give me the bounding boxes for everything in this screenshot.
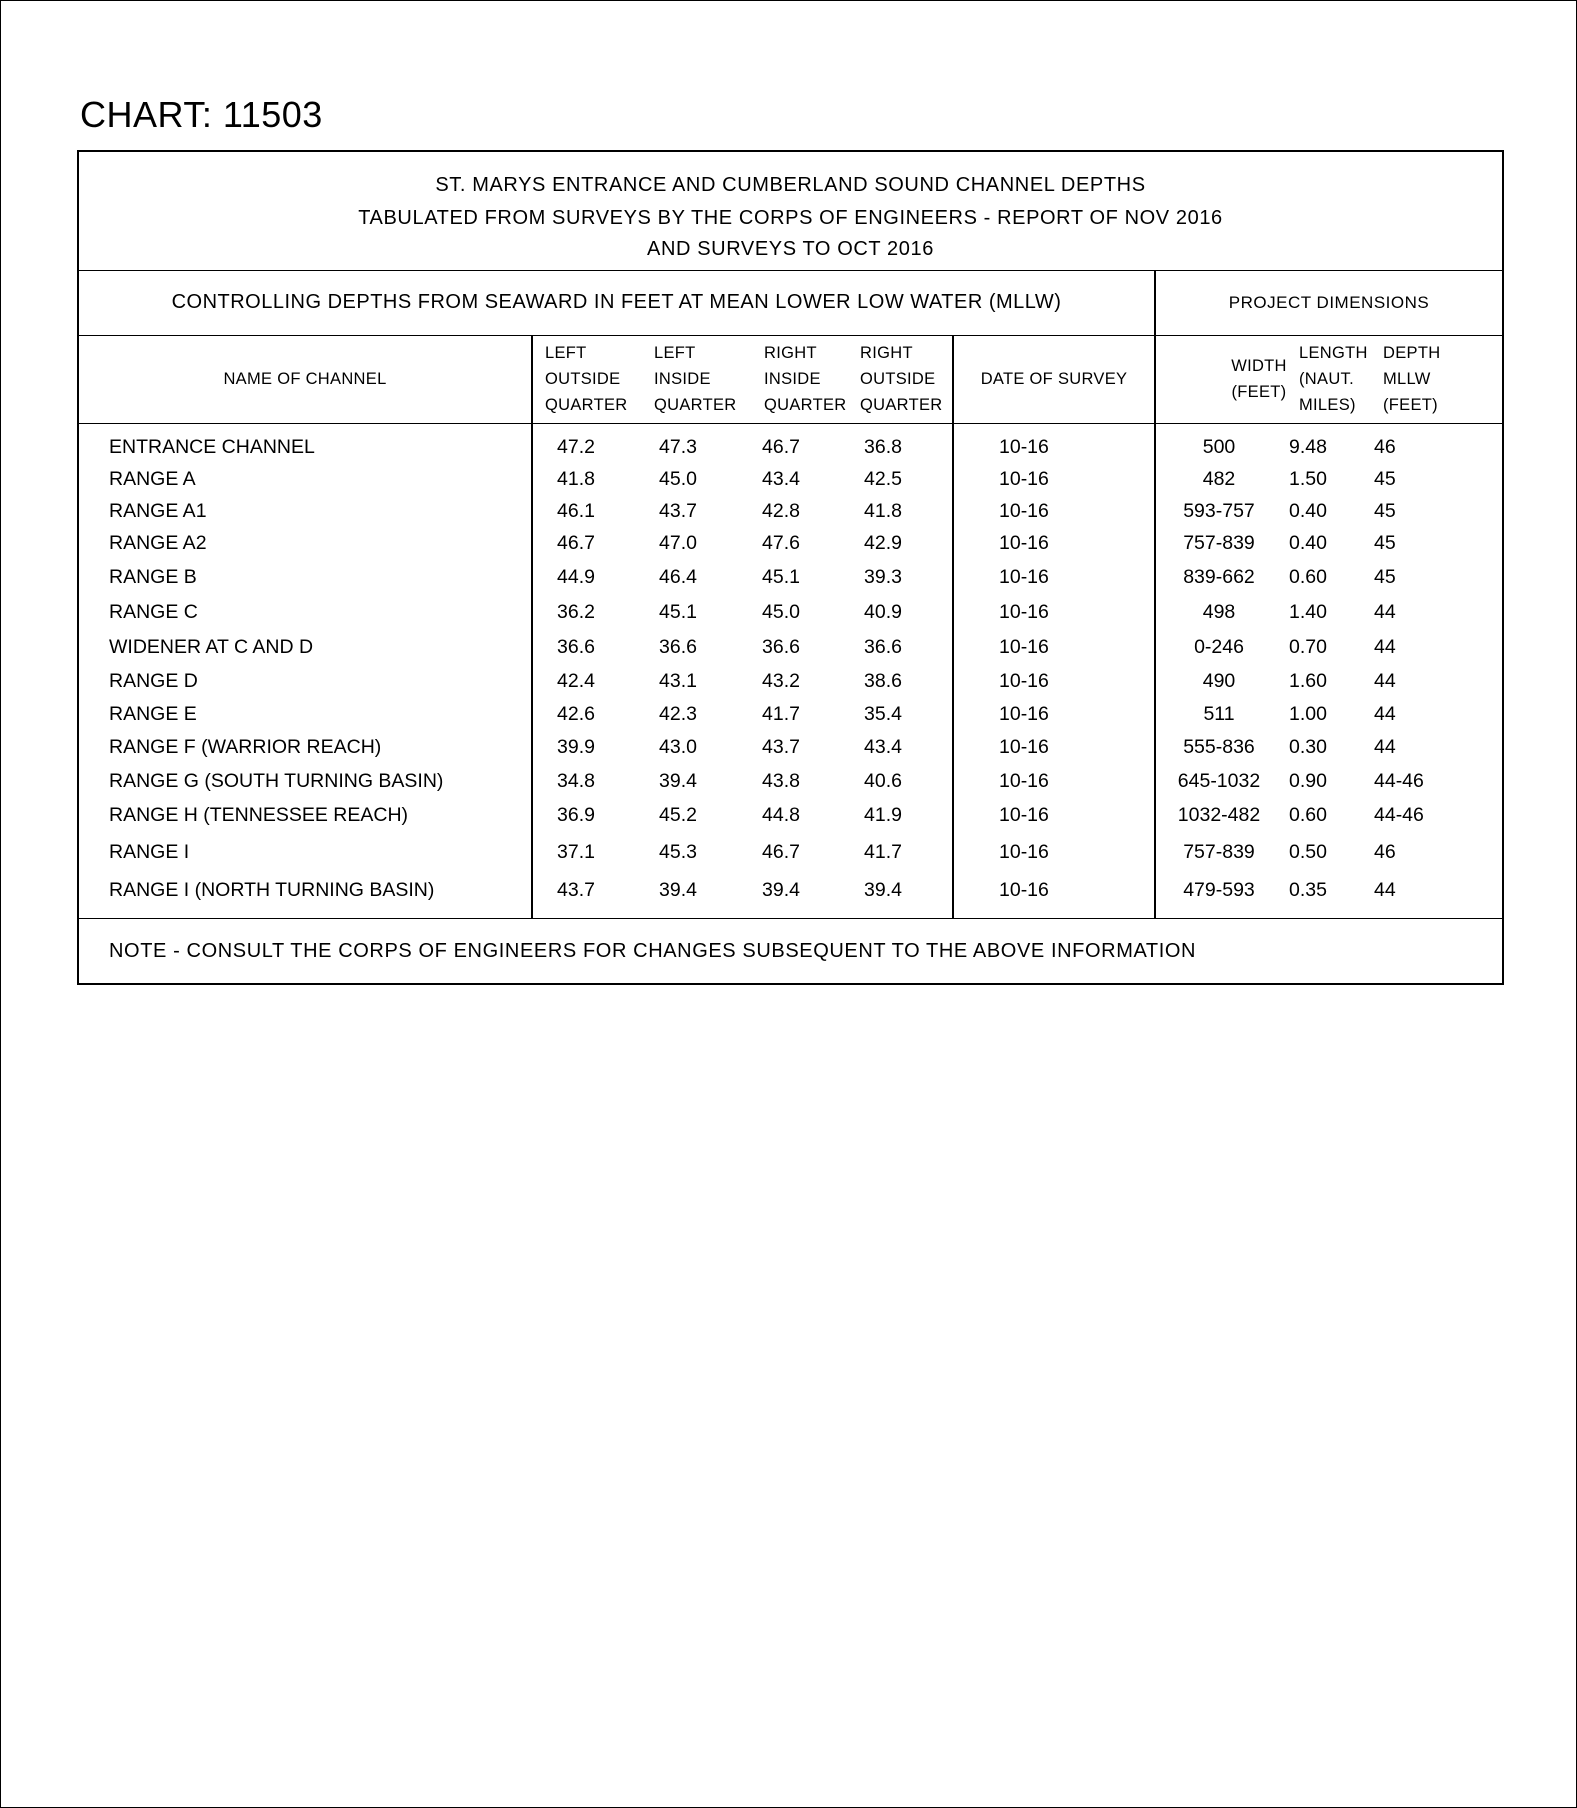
col-header-text: RIGHT	[860, 344, 913, 362]
left-outside-value: 36.9	[557, 804, 595, 826]
width-value: 490	[1202, 670, 1236, 692]
col-header-text: OUTSIDE	[545, 370, 621, 388]
table-row	[79, 670, 1502, 700]
col-header-text: INSIDE	[764, 370, 821, 388]
right-outside-value: 42.9	[864, 532, 902, 554]
right-inside-value: 39.4	[762, 879, 800, 901]
col-header-text: QUARTER	[764, 396, 847, 414]
survey-date: 10-16	[999, 636, 1049, 658]
col-header-date-text: DATE OF SURVEY	[980, 370, 1128, 388]
table-title	[79, 152, 1502, 271]
length-value: 0.60	[1289, 566, 1327, 588]
title-line-2: TABULATED FROM SURVEYS BY THE CORPS OF ENGINEERS - REPORT OF NOV 2016	[358, 207, 1223, 229]
width-value: 757-839	[1183, 532, 1255, 554]
length-value: 0.35	[1289, 879, 1327, 901]
col-header-left-outside	[545, 335, 640, 423]
right-inside-value: 46.7	[762, 436, 800, 458]
col-header-text: DEPTH	[1383, 344, 1441, 362]
table-row	[79, 566, 1502, 596]
title-line-1: ST. MARYS ENTRANCE AND CUMBERLAND SOUND CHANNEL DEPTHS	[435, 174, 1146, 196]
width-value: 555-836	[1183, 736, 1255, 758]
left-inside-value: 45.0	[659, 468, 697, 490]
right-outside-value: 36.8	[864, 436, 902, 458]
length-value: 0.90	[1289, 770, 1327, 792]
depth-value: 45	[1374, 566, 1396, 588]
channel-name: RANGE C	[109, 601, 198, 623]
survey-date: 10-16	[999, 670, 1049, 692]
right-inside-value: 41.7	[762, 703, 800, 725]
col-header-text: QUARTER	[654, 396, 737, 414]
right-inside-value: 43.8	[762, 770, 800, 792]
right-outside-value: 42.5	[864, 468, 902, 490]
length-value: 1.00	[1289, 703, 1327, 725]
left-outside-value: 34.8	[557, 770, 595, 792]
channel-depths-table	[77, 150, 1504, 985]
channel-name: RANGE D	[109, 670, 198, 692]
left-inside-value: 45.1	[659, 601, 697, 623]
left-inside-value: 39.4	[659, 879, 697, 901]
table-row	[79, 500, 1502, 530]
survey-date: 10-16	[999, 436, 1049, 458]
col-header-text: MLLW	[1383, 370, 1431, 388]
depth-value: 46	[1374, 841, 1396, 863]
left-outside-value: 46.1	[557, 500, 595, 522]
left-outside-value: 36.6	[557, 636, 595, 658]
right-inside-value: 43.2	[762, 670, 800, 692]
col-header-right-outside	[860, 335, 955, 423]
col-header-text: RIGHT	[764, 344, 817, 362]
survey-date: 10-16	[999, 736, 1049, 758]
left-inside-value: 43.0	[659, 736, 697, 758]
width-value: 479-593	[1183, 879, 1255, 901]
width-value: 511	[1203, 703, 1235, 725]
length-value: 1.40	[1289, 601, 1327, 623]
col-header-date	[954, 335, 1154, 423]
left-inside-value: 45.3	[659, 841, 697, 863]
col-header-text: INSIDE	[654, 370, 711, 388]
table-row	[79, 436, 1502, 466]
col-header-left-inside	[654, 335, 749, 423]
depth-value: 44	[1374, 636, 1396, 658]
col-header-text: (FEET)	[1231, 383, 1287, 401]
length-value: 9.48	[1289, 436, 1327, 458]
depth-value: 44-46	[1374, 804, 1424, 826]
col-header-text: (NAUT.	[1299, 370, 1354, 388]
width-value: 757-839	[1183, 841, 1255, 863]
table-row	[79, 601, 1502, 631]
right-inside-value: 46.7	[762, 841, 800, 863]
right-outside-value: 38.6	[864, 670, 902, 692]
right-outside-value: 41.7	[864, 841, 902, 863]
width-value: 0-246	[1194, 636, 1244, 658]
col-header-text: WIDTH	[1231, 357, 1287, 375]
length-value: 0.70	[1289, 636, 1327, 658]
left-outside-value: 37.1	[557, 841, 595, 863]
channel-name: RANGE F (WARRIOR REACH)	[109, 736, 382, 758]
depth-value: 46	[1374, 436, 1396, 458]
left-inside-value: 43.7	[659, 500, 697, 522]
right-inside-value: 43.4	[762, 468, 800, 490]
table-row	[79, 879, 1502, 909]
depth-value: 45	[1374, 468, 1396, 490]
left-outside-value: 44.9	[557, 566, 595, 588]
survey-date: 10-16	[999, 703, 1049, 725]
depth-value: 44	[1374, 879, 1396, 901]
left-inside-value: 47.0	[659, 532, 697, 554]
left-outside-value: 43.7	[557, 879, 595, 901]
right-outside-value: 36.6	[864, 636, 902, 658]
length-value: 1.50	[1289, 468, 1327, 490]
left-outside-value: 42.4	[557, 670, 595, 692]
right-inside-value: 45.1	[762, 566, 800, 588]
left-inside-value: 45.2	[659, 804, 697, 826]
col-header-text: MILES)	[1299, 396, 1356, 414]
channel-name: RANGE A1	[109, 500, 207, 522]
right-inside-value: 42.8	[762, 500, 800, 522]
left-outside-value: 39.9	[557, 736, 595, 758]
right-outside-value: 41.9	[864, 804, 902, 826]
table-row	[79, 841, 1502, 871]
survey-date: 10-16	[999, 500, 1049, 522]
survey-date: 10-16	[999, 841, 1049, 863]
controlling-depths-header: CONTROLLING DEPTHS FROM SEAWARD IN FEET AT MEAN LOWER LOW WATER (MLLW)	[171, 291, 1062, 313]
length-value: 0.40	[1289, 532, 1327, 554]
right-inside-value: 44.8	[762, 804, 800, 826]
width-value: 500	[1202, 436, 1236, 458]
right-outside-value: 35.4	[864, 703, 902, 725]
col-header-text: OUTSIDE	[860, 370, 936, 388]
header-group-row	[79, 270, 1502, 336]
channel-name: RANGE A2	[109, 532, 207, 554]
width-value: 839-662	[1183, 566, 1255, 588]
survey-date: 10-16	[999, 601, 1049, 623]
depth-value: 44	[1374, 703, 1396, 725]
channel-name: RANGE I	[109, 841, 190, 863]
col-header-name-text: NAME OF CHANNEL	[223, 370, 387, 388]
right-inside-value: 45.0	[762, 601, 800, 623]
channel-name: RANGE G (SOUTH TURNING BASIN)	[109, 770, 444, 792]
table-row	[79, 468, 1502, 498]
channel-name: WIDENER AT C AND D	[109, 636, 314, 658]
col-header-text: QUARTER	[860, 396, 943, 414]
survey-date: 10-16	[999, 532, 1049, 554]
depth-value: 45	[1374, 532, 1396, 554]
col-header-name	[79, 335, 531, 423]
length-value: 0.60	[1289, 804, 1327, 826]
channel-name: RANGE B	[109, 566, 197, 588]
note-text: NOTE - CONSULT THE CORPS OF ENGINEERS FOR CHANGES SUBSEQUENT TO THE ABOVE INFORMATION	[109, 940, 1197, 962]
col-header-text: QUARTER	[545, 396, 628, 414]
width-value: 482	[1202, 468, 1236, 490]
table-note	[79, 918, 1502, 986]
right-inside-value: 43.7	[762, 736, 800, 758]
width-value: 498	[1202, 601, 1236, 623]
left-outside-value: 46.7	[557, 532, 595, 554]
table-row	[79, 532, 1502, 562]
survey-date: 10-16	[999, 804, 1049, 826]
channel-name: RANGE E	[109, 703, 197, 725]
length-value: 0.40	[1289, 500, 1327, 522]
left-inside-value: 39.4	[659, 770, 697, 792]
title-line-3: AND SURVEYS TO OCT 2016	[647, 238, 934, 260]
depth-value: 44	[1374, 601, 1396, 623]
survey-date: 10-16	[999, 566, 1049, 588]
right-outside-value: 40.9	[864, 601, 902, 623]
left-outside-value: 47.2	[557, 436, 595, 458]
col-header-length	[1299, 335, 1379, 423]
right-inside-value: 36.6	[762, 636, 800, 658]
left-inside-value: 43.1	[659, 670, 697, 692]
length-value: 0.30	[1289, 736, 1327, 758]
col-header-width	[1204, 335, 1314, 423]
depth-value: 44	[1374, 670, 1396, 692]
channel-name: RANGE H (TENNESSEE REACH)	[109, 804, 409, 826]
table-row	[79, 703, 1502, 733]
survey-date: 10-16	[999, 879, 1049, 901]
table-row	[79, 770, 1502, 800]
col-header-text: LENGTH	[1299, 344, 1368, 362]
length-value: 0.50	[1289, 841, 1327, 863]
depth-value: 44-46	[1374, 770, 1424, 792]
left-inside-value: 47.3	[659, 436, 697, 458]
left-inside-value: 42.3	[659, 703, 697, 725]
table-row	[79, 636, 1502, 666]
channel-name: RANGE A	[109, 468, 196, 490]
channel-name: RANGE I (NORTH TURNING BASIN)	[109, 879, 435, 901]
column-header-row	[79, 335, 1502, 424]
col-header-text: LEFT	[654, 344, 696, 362]
left-outside-value: 42.6	[557, 703, 595, 725]
col-header-text: (FEET)	[1383, 396, 1438, 414]
right-outside-value: 40.6	[864, 770, 902, 792]
right-inside-value: 47.6	[762, 532, 800, 554]
right-outside-value: 41.8	[864, 500, 902, 522]
right-outside-value: 39.3	[864, 566, 902, 588]
left-inside-value: 46.4	[659, 566, 697, 588]
table-row	[79, 804, 1502, 834]
col-header-depth	[1383, 335, 1463, 423]
depth-value: 45	[1374, 500, 1396, 522]
survey-date: 10-16	[999, 770, 1049, 792]
left-outside-value: 36.2	[557, 601, 595, 623]
left-outside-value: 41.8	[557, 468, 595, 490]
length-value: 1.60	[1289, 670, 1327, 692]
project-dimensions-header: PROJECT DIMENSIONS	[1228, 293, 1430, 312]
width-value: 1032-482	[1177, 804, 1261, 826]
survey-date: 10-16	[999, 468, 1049, 490]
col-header-right-inside	[764, 335, 859, 423]
col-header-text: LEFT	[545, 344, 587, 362]
depth-value: 44	[1374, 736, 1396, 758]
chart-id: CHART: 11503	[80, 94, 323, 135]
right-outside-value: 39.4	[864, 879, 902, 901]
channel-name: ENTRANCE CHANNEL	[109, 436, 315, 458]
right-outside-value: 43.4	[864, 736, 902, 758]
left-inside-value: 36.6	[659, 636, 697, 658]
table-body	[79, 423, 1502, 918]
width-value: 593-757	[1183, 500, 1255, 522]
table-row	[79, 736, 1502, 766]
width-value: 645-1032	[1177, 770, 1261, 792]
